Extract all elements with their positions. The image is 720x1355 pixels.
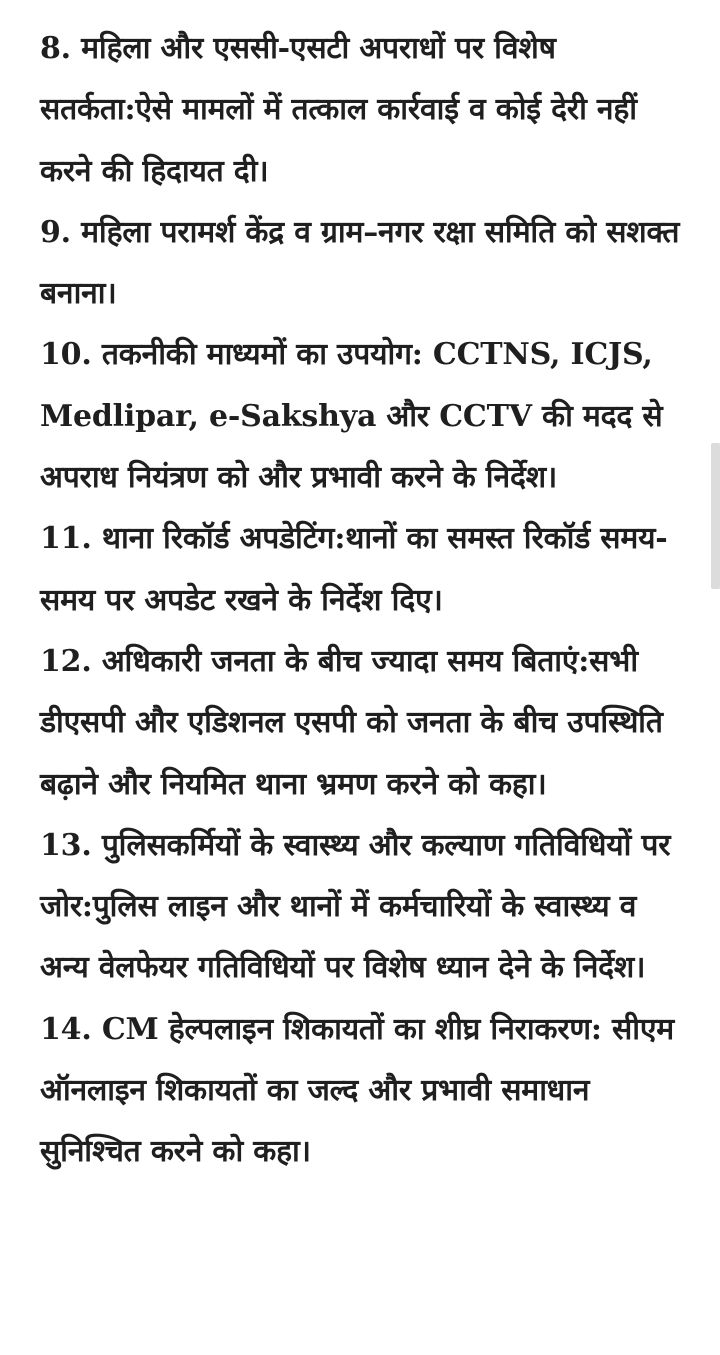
point-12: 12. अधिकारी जनता के बीच ज्यादा समय बिताएं:सभी डीएसपी और एडिशनल एसपी को जनता के बीच उपस्थिति बढ़ाने और नियमित थाना भ्रमण करने को कहा। <box>40 643 663 802</box>
point-8: 8. महिला और एससी-एसटी अपराधों पर विशेष सतर्कता:ऐसे मामलों में तत्काल कार्रवाई व कोई देरी नहीं करने की हिदायत दी। <box>40 31 637 189</box>
point-10: 10. तकनीकी माध्यमों का उपयोग: CCTNS, ICJS, Medlipar, e-Sakshya और CCTV की मदद से अपराध नियंत्रण को और प्रभावी करने के निर्देश। <box>40 337 663 496</box>
point-11: 11. थाना रिकॉर्ड अपडेटिंग:थानों का समस्त रिकॉर्ड समय-समय पर अपडेट रखने के निर्देश दिए। <box>40 521 668 618</box>
article-body <box>40 18 680 1183</box>
point-13: 13. पुलिसकर्मियों के स्वास्थ्य और कल्याण गतिविधियों पर जोर:पुलिस लाइन और थानों में कर्मचारियों के स्वास्थ्य व अन्य वेलफेयर गतिविधियों पर विशेष ध्यान देने के निर्देश। <box>40 827 671 986</box>
scrollbar-thumb[interactable] <box>711 443 720 589</box>
point-9: 9. महिला परामर्श केंद्र व ग्राम–नगर रक्षा समिति को सशक्त बनाना। <box>40 214 680 312</box>
point-14: 14. CM हेल्पलाइन शिकायतों का शीघ्र निराकरण: सीएम ऑनलाइन शिकायतों का जल्द और प्रभावी समाधान सुनिश्चित करने को कहा। <box>40 1011 674 1170</box>
